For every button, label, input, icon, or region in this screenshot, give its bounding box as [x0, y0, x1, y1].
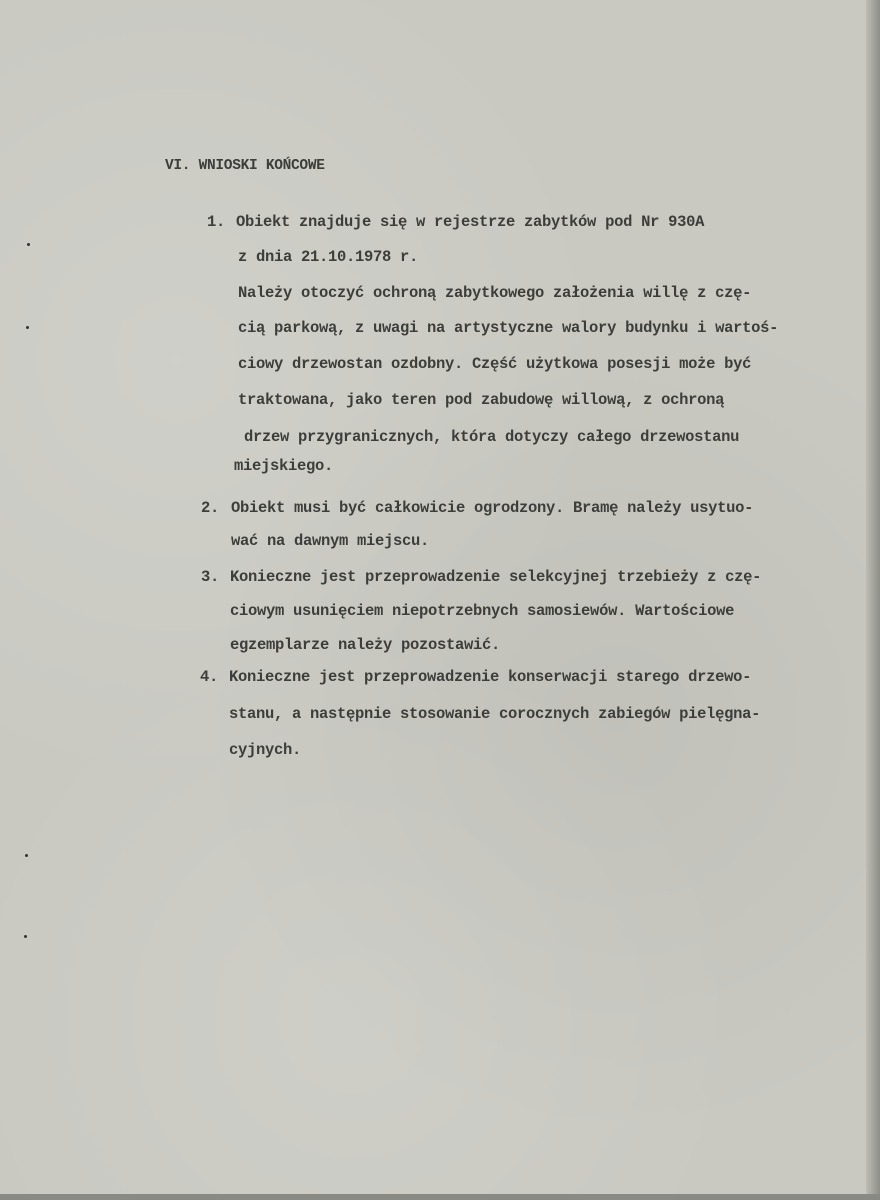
item-line: miejskiego. — [234, 457, 334, 475]
item-line: drzew przygranicznych, która dotyczy całego drzewostanu — [244, 428, 740, 446]
item-line: traktowana, jako teren pod zabudowę willową, z ochroną — [238, 391, 725, 409]
punch-mark — [27, 243, 30, 246]
page-edge-right — [866, 0, 880, 1200]
section-heading: VI. WNIOSKI KOŃCOWE — [165, 158, 325, 174]
punch-mark — [24, 935, 27, 938]
item-line: Obiekt znajduje się w rejestrze zabytków pod Nr 930A — [236, 213, 705, 231]
item-number: 3. — [201, 568, 220, 586]
item-line: Konieczne jest przeprowadzenie konserwacji starego drzewo- — [229, 668, 752, 686]
item-line: Obiekt musi być całkowicie ogrodzony. Bramę należy usytuo- — [231, 499, 754, 517]
punch-mark — [26, 326, 29, 329]
item-line: stanu, a następnie stosowanie corocznych zabiegów pielęgna- — [229, 705, 761, 723]
item-number: 4. — [200, 668, 219, 686]
item-line: Należy otoczyć ochroną zabytkowego założenia willę z czę- — [238, 284, 752, 302]
item-line: ciowym usunięciem niepotrzebnych samosiewów. Wartościowe — [230, 602, 735, 620]
page-edge-bottom — [0, 1194, 880, 1200]
item-line: cyjnych. — [229, 741, 302, 759]
item-line: cią parkową, z uwagi na artystyczne walory budynku i wartoś- — [238, 319, 779, 337]
item-line: wać na dawnym miejscu. — [231, 532, 430, 550]
punch-mark — [25, 854, 28, 857]
item-number: 1. — [207, 213, 226, 231]
item-line: z dnia 21.10.1978 r. — [238, 248, 419, 266]
item-number: 2. — [201, 499, 220, 517]
item-line: ciowy drzewostan ozdobny. Część użytkowa posesji może być — [238, 355, 752, 373]
item-line: Konieczne jest przeprowadzenie selekcyjnej trzebieży z czę- — [230, 568, 762, 586]
item-line: egzemplarze należy pozostawić. — [230, 636, 501, 654]
